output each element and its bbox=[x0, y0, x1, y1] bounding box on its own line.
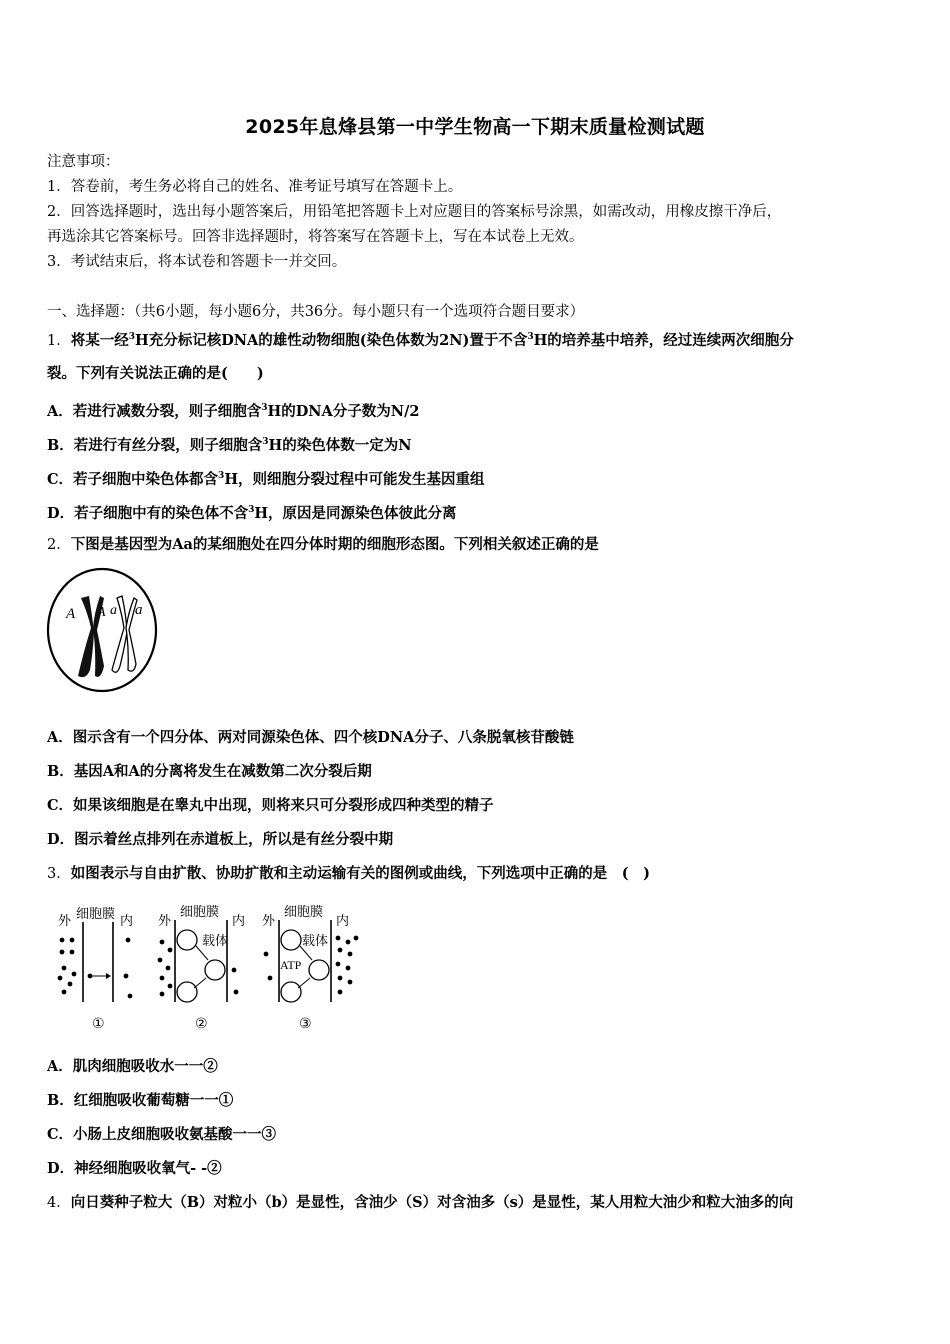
svg-text:内: 内 bbox=[120, 914, 134, 929]
notice-item-2-cont: 再选涂其它答案标号。回答非选择题时，将答案写在答题卡上，写在本试卷上无效。 bbox=[47, 229, 584, 245]
svg-text:外: 外 bbox=[262, 914, 276, 929]
section-heading: 一、选择题：（共6小题，每小题6分，共36分。每小题只有一个选项符合题目要求） bbox=[47, 304, 585, 320]
tetrad-cell-figure bbox=[44, 566, 162, 696]
notice-item-3: 3．考试结束后，将本试卷和答题卡一并交回。 bbox=[47, 254, 347, 270]
svg-text:ATP: ATP bbox=[280, 958, 302, 972]
q2-option-c: C．如果该细胞是在睾丸中出现，则将来只可分裂形成四种类型的精子 bbox=[47, 797, 494, 814]
q4-stem: 4．向日葵种子粒大（B）对粒小（b）是显性，含油少（S）对含油多（s）是显性，某人用粒大油少和粒大油多的向 bbox=[47, 1194, 794, 1211]
allele-label: A bbox=[66, 606, 76, 622]
q3-stem: 3．如图表示与自由扩散、协助扩散和主动运输有关的图例或曲线，下列选项中正确的是 ( ) bbox=[47, 865, 650, 882]
notice-heading: 注意事项： bbox=[47, 154, 120, 170]
q1-number: 1． bbox=[47, 333, 71, 349]
panel-free-diffusion bbox=[58, 907, 133, 1032]
q1-option-d: D．若子细胞中有的染色体不含$^3$H，原因是同源染色体彼此分离 bbox=[47, 505, 457, 522]
allele-label: a bbox=[110, 603, 117, 618]
notice-item-1: 1．答卷前，考生务必将自己的姓名、准考证号填写在答题卡上。 bbox=[47, 179, 463, 195]
svg-text:内: 内 bbox=[232, 914, 246, 929]
svg-text:载体: 载体 bbox=[202, 934, 229, 949]
allele-label: a bbox=[135, 602, 143, 618]
panel-facilitated-diffusion bbox=[158, 905, 245, 1032]
q3-option-d: D．神经细胞吸收氧气- -② bbox=[47, 1160, 222, 1177]
svg-text:内: 内 bbox=[336, 914, 350, 929]
svg-text:载体: 载体 bbox=[302, 934, 329, 949]
svg-text:细胞膜: 细胞膜 bbox=[76, 907, 116, 922]
q1-stem-cont: 裂。下列有关说法正确的是( ) bbox=[47, 365, 264, 382]
q3-option-b: B．红细胞吸收葡萄糖一一① bbox=[47, 1092, 234, 1109]
notice-item-2: 2．回答选择题时，选出每小题答案后，用铅笔把答题卡上对应题目的答案标号涂黑，如需改动，用橡皮擦干净后， bbox=[47, 204, 782, 220]
svg-text:细胞膜: 细胞膜 bbox=[284, 905, 324, 920]
page-title: 2025年息烽县第一中学生物高一下期末质量检测试题 bbox=[245, 116, 705, 138]
q1-option-c: C．若子细胞中染色体都含$^3$H，则细胞分裂过程中可能发生基因重组 bbox=[47, 471, 485, 488]
q1-option-a: A．若进行减数分裂，则子细胞含$^3$H的DNA分子数为N/2 bbox=[47, 403, 420, 420]
q2-option-b: B．基因A和A的分离将发生在减数第二次分裂后期 bbox=[47, 763, 372, 780]
panel-active-transport bbox=[262, 905, 358, 1032]
q3-option-c: C．小肠上皮细胞吸收氨基酸一一③ bbox=[47, 1126, 277, 1143]
membrane-transport-figure bbox=[50, 898, 370, 1038]
svg-text:细胞膜: 细胞膜 bbox=[180, 905, 220, 920]
svg-text:外: 外 bbox=[58, 914, 72, 929]
q3-option-a: A．肌肉细胞吸收水一一② bbox=[47, 1058, 218, 1075]
q2-option-a: A．图示含有一个四分体、两对同源染色体、四个核DNA分子、八条脱氧核苷酸链 bbox=[47, 729, 574, 746]
q1-option-b: B．若进行有丝分裂，则子细胞含$^3$H的染色体数一定为N bbox=[47, 437, 412, 454]
allele-label: A bbox=[97, 605, 106, 620]
svg-text:③: ③ bbox=[299, 1016, 312, 1032]
svg-text:①: ① bbox=[92, 1016, 105, 1032]
q1-stem: 1．将某一经$^3$H充分标记核DNA的雄性动物细胞(染色体数为2N)置于不含$^3$H的培养基中培养，经过连续两次细胞分 bbox=[47, 332, 794, 349]
svg-text:外: 外 bbox=[158, 914, 172, 929]
q2-option-d: D．图示着丝点排列在赤道板上，所以是有丝分裂中期 bbox=[47, 831, 394, 848]
svg-text:②: ② bbox=[195, 1016, 208, 1032]
q2-stem: 2．下图是基因型为Aa的某细胞处在四分体时期的细胞形态图。下列相关叙述正确的是 bbox=[47, 536, 599, 553]
